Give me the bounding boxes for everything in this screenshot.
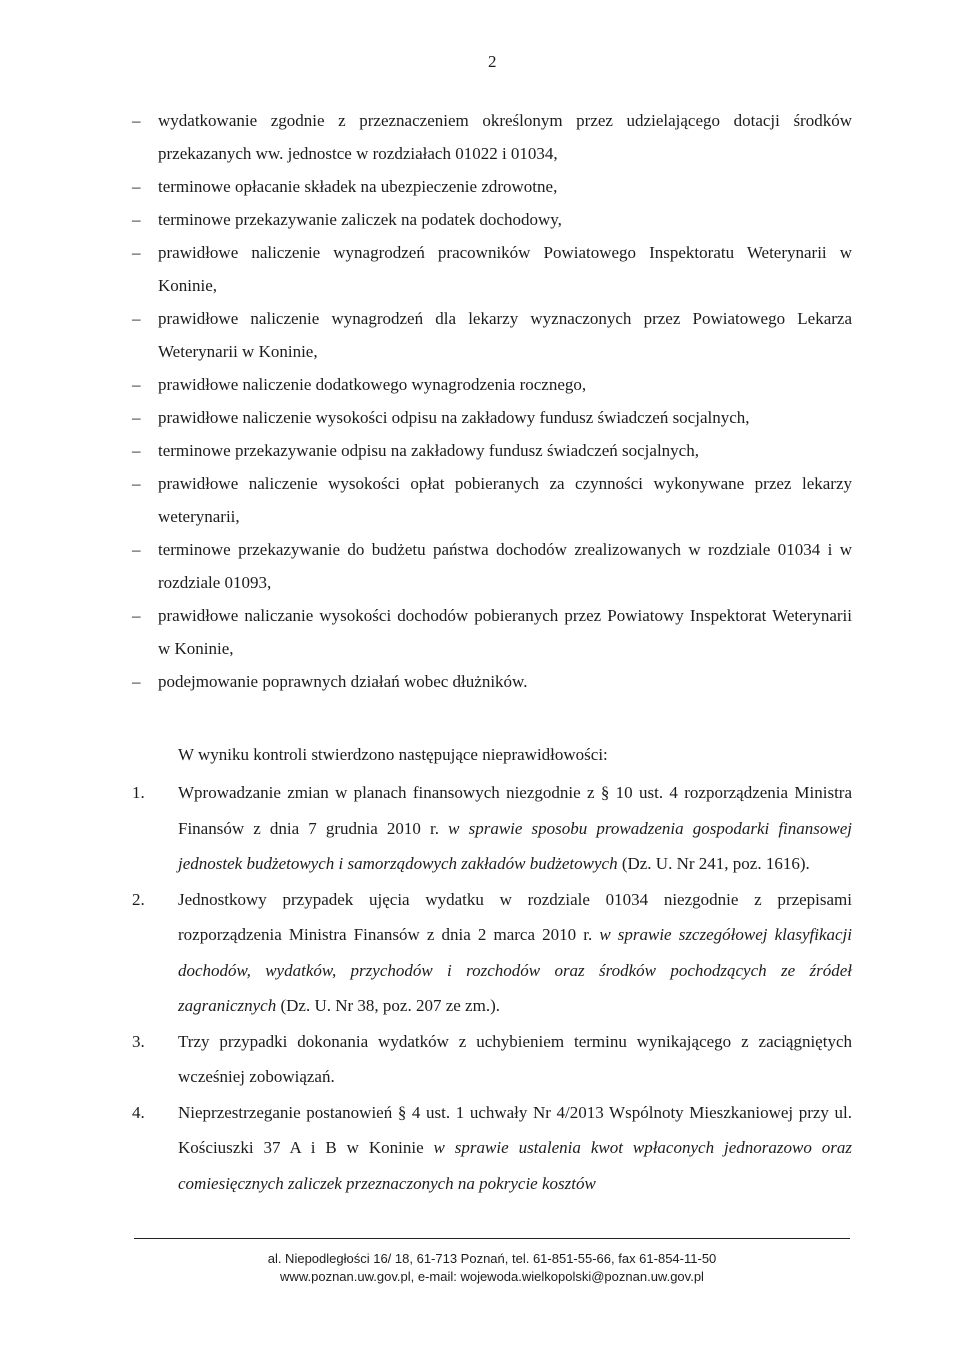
finding-text: Jednostkowy przypadek ujęcia wydatku w rozdziale 01034 niezgodnie z przepisami rozporządzenia Ministra Finansów z dnia 2 marca 2010 r. [178, 889, 852, 944]
list-item-text: podejmowanie poprawnych działań wobec dłużników. [158, 672, 528, 691]
list-item-text: terminowe przekazywanie zaliczek na podatek dochodowy, [158, 210, 562, 229]
list-item: – podejmowanie poprawnych działań wobec dłużników. [132, 665, 852, 698]
list-item: – prawidłowe naliczenie wynagrodzeń pracowników Powiatowego Inspektoratu Weterynarii w Koninie, [132, 236, 852, 302]
finding-italic-title: w sprawie szczegółowej klasyfikacji dochodów, wydatków, przychodów i rozchodów oraz środków pochodzących ze źródeł zagranicznych [178, 925, 852, 1015]
list-item: – terminowe przekazywanie odpisu na zakładowy fundusz świadczeń socjalnych, [132, 434, 852, 467]
footer [134, 1250, 850, 1286]
finding-text: Nieprzestrzeganie postanowień § 4 ust. 1 uchwały Nr 4/2013 Wspólnoty Mieszkaniowej przy ul. Kościuszki 37 A i B w Koninie [178, 1102, 852, 1157]
list-item-text: prawidłowe naliczenie wynagrodzeń dla lekarzy wyznaczonych przez Powiatowego Lekarza Weterynarii w Koninie, [158, 309, 852, 361]
list-item-text: terminowe przekazywanie do budżetu państwa dochodów zrealizowanych w rozdziale 01034 i w rozdziale 01093, [158, 540, 852, 592]
finding-text: Trzy przypadki dokonania wydatków z uchybieniem terminu wynikającego z zaciągniętych wcześniej zobowiązań. [178, 1031, 852, 1086]
list-item: – terminowe opłacanie składek na ubezpieczenie zdrowotne, [132, 170, 852, 203]
finding-number: 2. [132, 889, 145, 909]
list-item: – terminowe przekazywanie do budżetu państwa dochodów zrealizowanych w rozdziale 01034 i w rozdziale 01093, [132, 533, 852, 599]
findings-intro: W wyniku kontroli stwierdzono następujące nieprawidłowości: [178, 745, 608, 764]
list-item-text: prawidłowe naliczenie wynagrodzeń pracowników Powiatowego Inspektoratu Weterynarii w Koninie, [158, 243, 852, 295]
finding-item [132, 1024, 852, 1095]
finding-number: 1. [132, 783, 145, 802]
finding-italic-title: w sprawie ustalenia kwot wpłaconych jednorazowo oraz comiesięcznych zaliczek przeznaczonych na pokrycie kosztów [178, 1138, 852, 1193]
list-item: – prawidłowe naliczenie wysokości opłat pobieranych za czynności wykonywane przez lekarzy weterynarii, [132, 467, 852, 533]
list-item-text: terminowe opłacanie składek na ubezpieczenie zdrowotne, [158, 177, 558, 196]
finding-item [132, 1095, 852, 1202]
finding-number: 3. [132, 1031, 145, 1051]
finding-citation: (Dz. U. Nr 38, poz. 207 ze zm.). [276, 996, 500, 1015]
finding-item [132, 882, 852, 1024]
finding-item [132, 775, 852, 882]
list-item-text: prawidłowe naliczenie wysokości opłat pobieranych za czynności wykonywane przez lekarzy weterynarii, [158, 474, 852, 526]
list-item: – prawidłowe naliczenie dodatkowego wynagrodzenia rocznego, [132, 368, 852, 401]
finding-italic-title: w sprawie sposobu prowadzenia gospodarki finansowej jednostek budżetowych i samorządowych zakładów budżetowych [178, 818, 852, 873]
list-item: – wydatkowanie zgodnie z przeznaczeniem określonym przez udzielającego dotacji środków przekazanych ww. jednostce w rozdziałach 01022 i 01034, [132, 104, 852, 170]
footer-divider [134, 1238, 850, 1239]
page-number: 2 [488, 52, 497, 71]
findings-list [132, 775, 852, 1201]
list-item-text: prawidłowe naliczanie wysokości dochodów pobieranych przez Powiatowy Inspektorat Weterynarii w Koninie, [158, 606, 852, 658]
list-item: – prawidłowe naliczenie wysokości odpisu na zakładowy fundusz świadczeń socjalnych, [132, 401, 852, 434]
finding-number: 4. [132, 1102, 145, 1122]
list-item-text: terminowe przekazywanie odpisu na zakładowy fundusz świadczeń socjalnych, [158, 441, 699, 460]
list-item-text: prawidłowe naliczenie dodatkowego wynagrodzenia rocznego, [158, 375, 587, 394]
list-item-text: wydatkowanie zgodnie z przeznaczeniem określonym przez udzielającego dotacji środków przekazanych ww. jednostce w rozdziałach 01022 i 01034, [158, 111, 852, 163]
list-item: – prawidłowe naliczenie wynagrodzeń dla lekarzy wyznaczonych przez Powiatowego Lekarza Weterynarii w Koninie, [132, 302, 852, 368]
requirements-list [132, 104, 852, 698]
footer-address: al. Niepodległości 16/ 18, 61-713 Poznań, tel. 61-851-55-66, fax 61-854-11-50 [267, 1251, 717, 1266]
list-item: – terminowe przekazywanie zaliczek na podatek dochodowy, [132, 203, 852, 236]
list-item-text: prawidłowe naliczenie wysokości odpisu na zakładowy fundusz świadczeń socjalnych, [158, 408, 750, 427]
finding-text: Wprowadzanie zmian w planach finansowych niezgodnie z § 10 ust. 4 rozporządzenia Ministra Finansów z dnia 7 grudnia 2010 r. [178, 783, 852, 838]
footer-contact: www.poznan.uw.gov.pl, e-mail: wojewoda.wielkopolski@poznan.uw.gov.pl [280, 1269, 704, 1284]
finding-citation: (Dz. U. Nr 241, poz. 1616). [617, 854, 810, 873]
list-item: – prawidłowe naliczanie wysokości dochodów pobieranych przez Powiatowy Inspektorat Weterynarii w Koninie, [132, 599, 852, 665]
